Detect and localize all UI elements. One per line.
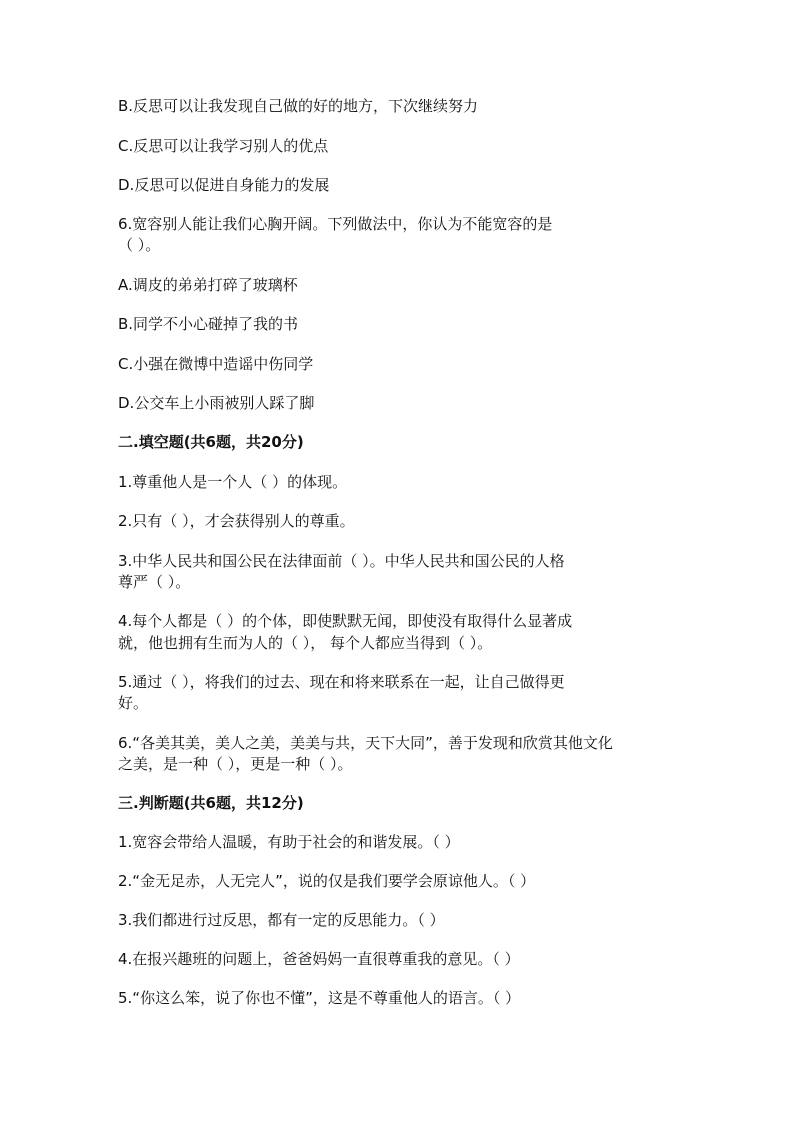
q5-option-b: B.反思可以让我发现自己做的好的地方，下次继续努力: [118, 97, 479, 115]
judge-q2: 2.“金无足赤，人无完人”，说的仅是我们要学会原谅他人。（ ）: [118, 872, 536, 890]
q6-option-a: A.调皮的弟弟打碎了玻璃杯: [118, 276, 298, 294]
fill-q6-line1: 6.“各美其美，美人之美，美美与共，天下大同”，善于发现和欣赏其他文化: [118, 734, 613, 752]
q6-stem-line2: （ ）。: [118, 236, 161, 254]
section3-heading: 三.判断题(共6题，共12分): [118, 794, 304, 812]
fill-q5-line2: 好。: [118, 694, 149, 712]
q6-option-d: D.公交车上小雨被别人踩了脚: [118, 394, 315, 412]
judge-q5: 5.“你这么笨，说了你也不懂”，这是不尊重他人的语言。（ ）: [118, 989, 521, 1007]
fill-q3-line2: 尊严（ ）。: [118, 573, 191, 591]
judge-q1: 1.宽容会带给人温暖，有助于社会的和谐发展。（ ）: [118, 833, 460, 851]
fill-q3-line1: 3.中华人民共和国公民在法律面前（ ）。中华人民共和国公民的人格: [118, 552, 565, 570]
fill-q2: 2.只有（ ），才会获得别人的尊重。: [118, 512, 355, 530]
fill-q5-line1: 5.通过（ ），将我们的过去、现在和将来联系在一起，让自己做得更: [118, 673, 565, 691]
q6-option-c: C.小强在微博中造谣中伤同学: [118, 355, 314, 373]
q5-option-d: D.反思可以促进自身能力的发展: [118, 176, 330, 194]
q6-stem-line1: 6.宽容别人能让我们心胸开阔。下列做法中，你认为不能宽容的是: [118, 215, 553, 233]
fill-q4-line2: 就，他也拥有生而为人的（ ）， 每个人都应当得到（ ）。: [118, 634, 493, 652]
q6-option-b: B.同学不小心碰掉了我的书: [118, 315, 299, 333]
fill-q4-line1: 4.每个人都是（ ）的个体，即使默默无闻，即使没有取得什么显著成: [118, 612, 573, 630]
q5-option-c: C.反思可以让我学习别人的优点: [118, 137, 329, 155]
section2-heading: 二.填空题(共6题，共20分): [118, 433, 304, 451]
fill-q1: 1.尊重他人是一个人（ ）的体现。: [118, 473, 348, 491]
judge-q3: 3.我们都进行过反思，都有一定的反思能力。（ ）: [118, 911, 445, 929]
judge-q4: 4.在报兴趣班的问题上，爸爸妈妈一直很尊重我的意见。（ ）: [118, 950, 520, 968]
fill-q6-line2: 之美，是一种（ ），更是一种（ ）。: [118, 755, 353, 773]
